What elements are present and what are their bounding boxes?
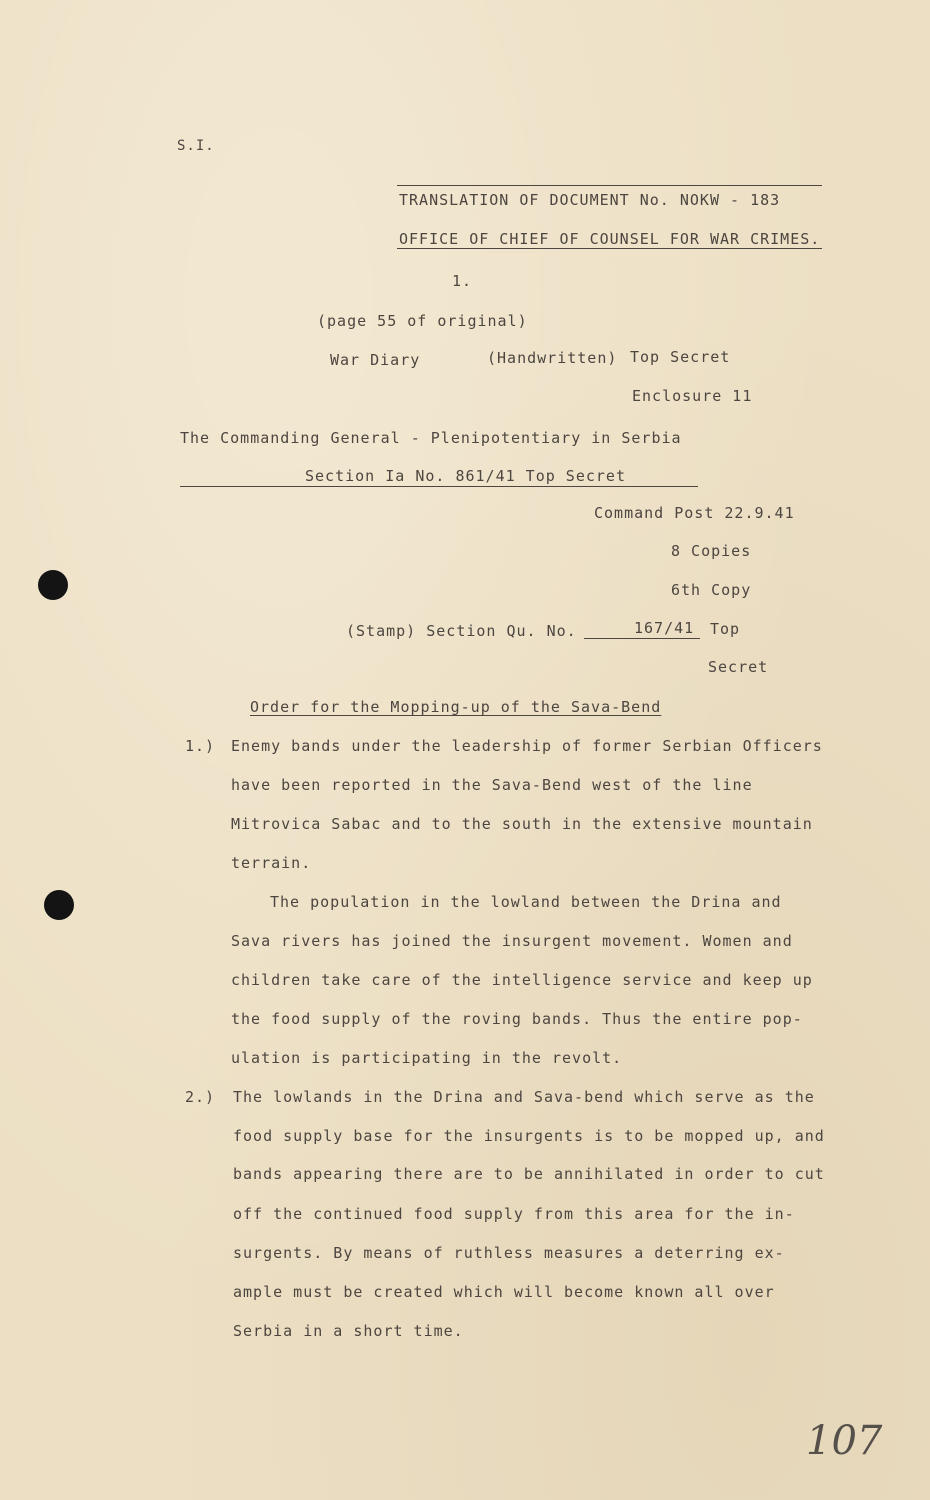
punch-hole-bottom: [44, 890, 74, 920]
paragraph-1b-line: The population in the lowland between the Drina and: [270, 893, 782, 911]
paragraph-2-line: ample must be created which will become known all over: [233, 1283, 775, 1301]
original-page-reference: (page 55 of original): [317, 312, 528, 330]
paragraph-1-number: 1.): [185, 737, 216, 755]
paragraph-2-number: 2.): [185, 1088, 216, 1106]
paragraph-1-line: have been reported in the Sava-Bend west of the line: [231, 776, 753, 794]
stamp-label: (Stamp) Section Qu. No.: [346, 622, 577, 640]
top-secret-label: Top Secret: [630, 348, 731, 366]
handwritten-folio-number: 107: [806, 1418, 883, 1464]
war-diary-label: War Diary: [330, 351, 421, 369]
paragraph-2-line: bands appearing there are to be annihilated in order to cut: [233, 1165, 825, 1183]
paragraph-2-line: food supply base for the insurgents is to be mopped up, and: [233, 1127, 825, 1145]
paragraph-1b-line: children take care of the intelligence service and keep up: [231, 971, 813, 989]
command-post-date: Command Post 22.9.41: [594, 504, 795, 522]
paragraph-2-line: off the continued food supply from this area for the in-: [233, 1205, 795, 1223]
punch-hole-top: [38, 570, 68, 600]
paragraph-2-line: The lowlands in the Drina and Sava-bend which serve as the: [233, 1088, 815, 1106]
paragraph-2-line: Serbia in a short time.: [233, 1322, 464, 1340]
section-reference: Section Ia No. 861/41 Top Secret: [305, 467, 626, 485]
paragraph-1b-line: Sava rivers has joined the insurgent movement. Women and: [231, 932, 793, 950]
stamp-secret: Secret: [708, 658, 769, 676]
handwritten-note: (Handwritten): [487, 349, 618, 367]
stamp-top: Top: [710, 620, 741, 638]
translation-heading: TRANSLATION OF DOCUMENT No. NOKW - 183: [399, 191, 781, 209]
office-heading: OFFICE OF CHIEF OF COUNSEL FOR WAR CRIMES.: [399, 230, 821, 248]
sender-title: The Commanding General - Plenipotentiary in Serbia: [180, 429, 682, 447]
page-number: 1.: [452, 272, 473, 290]
paragraph-1b-line: the food supply of the roving bands. Thus the entire pop-: [231, 1010, 803, 1028]
order-title: Order for the Mopping-up of the Sava-Bend: [250, 698, 662, 716]
paragraph-1-line: terrain.: [231, 854, 312, 872]
paragraph-1-line: Mitrovica Sabac and to the south in the extensive mountain: [231, 815, 813, 833]
paragraph-1-line: Enemy bands under the leadership of former Serbian Officers: [231, 737, 823, 755]
paragraph-2-line: surgents. By means of ruthless measures a deterring ex-: [233, 1244, 785, 1262]
stamp-number-line: [584, 638, 700, 639]
paragraph-1b-line: ulation is participating in the revolt.: [231, 1049, 623, 1067]
header-bottom-rule: [397, 248, 822, 249]
copies-count: 8 Copies: [671, 542, 752, 560]
header-top-rule: [397, 185, 822, 186]
enclosure-label: Enclosure 11: [632, 387, 753, 405]
copy-number: 6th Copy: [671, 581, 752, 599]
stamp-number: 167/41: [634, 619, 695, 637]
corner-mark: S.I.: [177, 138, 215, 154]
sender-rule: [180, 486, 698, 487]
